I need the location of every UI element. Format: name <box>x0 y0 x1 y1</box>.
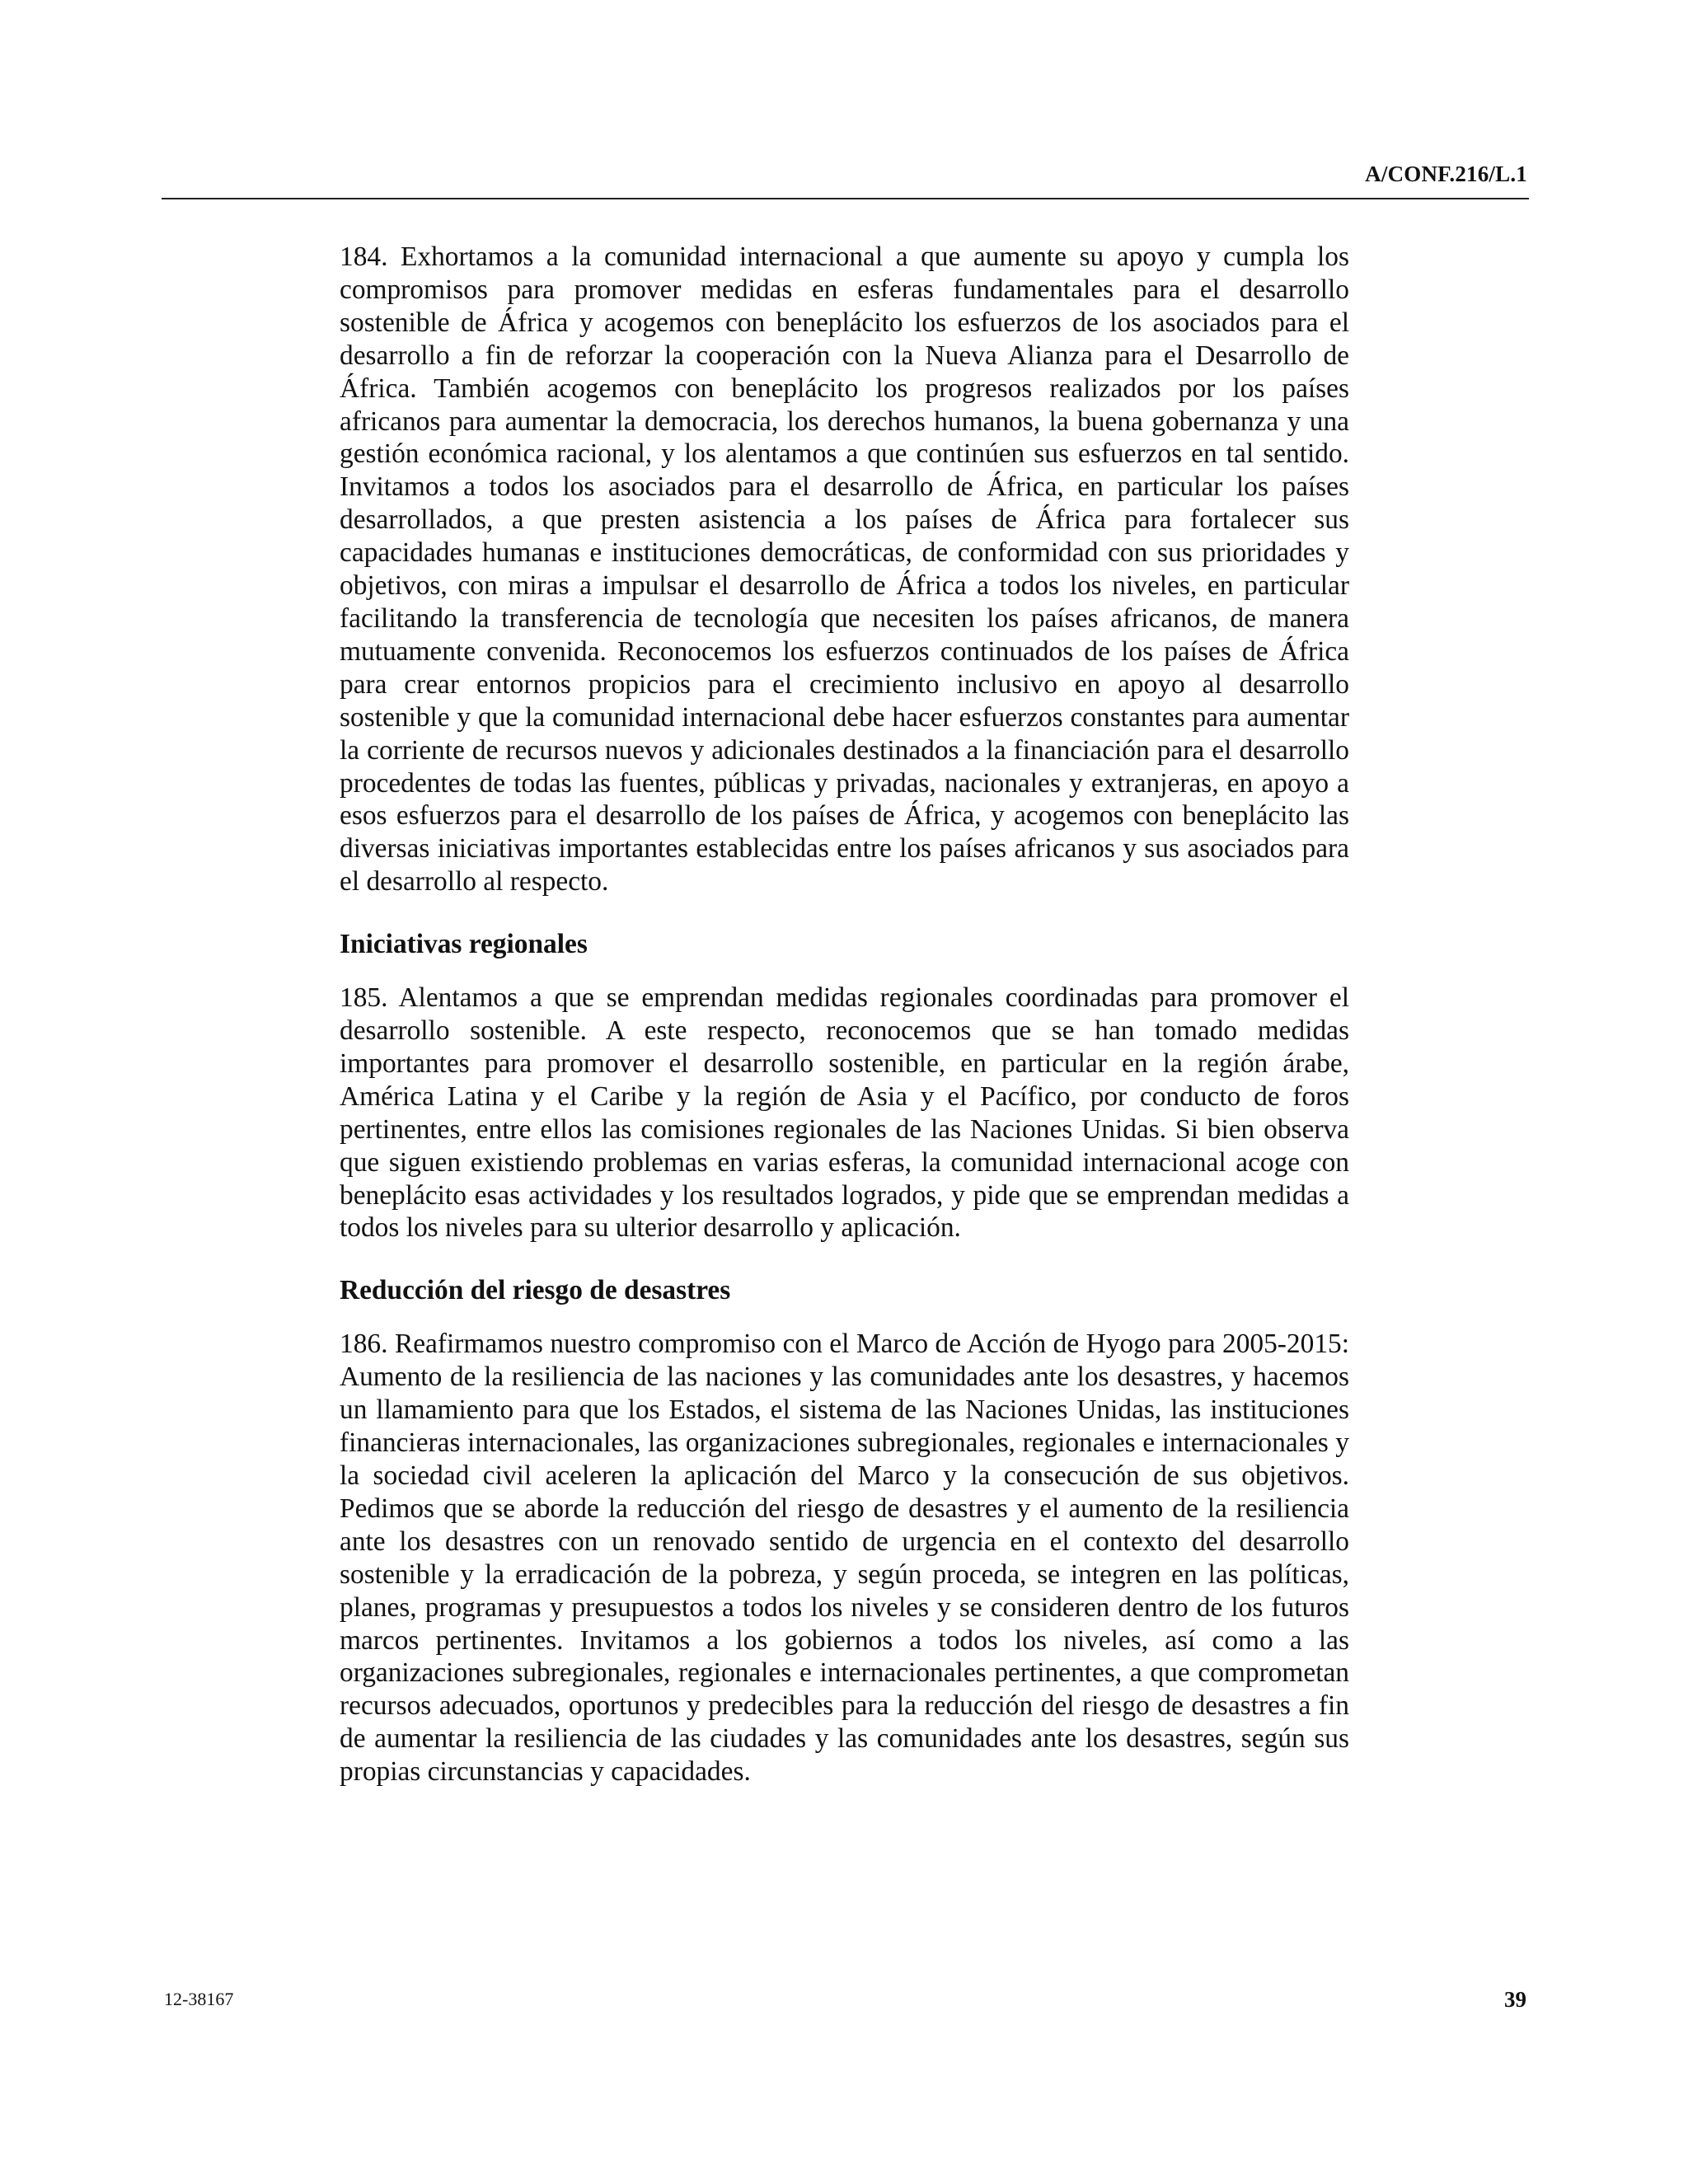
header-divider <box>162 198 1529 199</box>
section-heading-regional-initiatives: Iniciativas regionales <box>340 929 588 960</box>
paragraph-184: 184. Exhortamos a la comunidad internacional a que aumente su apoyo y cumpla los compromisos para promover medidas en esferas fundamentales para el desarrollo sostenible de África y acogemos con beneplácito los esfuerzos de los asociados para el desarrollo a fin de reforzar la cooperación con la Nueva Alianza para el Desarrollo de África. También acogemos con beneplácito los progresos realizados por los países africanos para aumentar la democracia, los derechos humanos, la buena gobernanza y una gestión económica racional, y los alentamos a que continúen sus esfuerzos en tal sentido. Invitamos a todos los asociados para el desarrollo de África, en particular los países desarrollados, a que presten asistencia a los países de África para fortalecer sus capacidades humanas e instituciones democráticas, de conformidad con sus prioridades y objetivos, con miras a impulsar el desarrollo de África a todos los niveles, en particular facilitando la transferencia de tecnología que necesiten los países africanos, de manera mutuamente convenida. Reconocemos los esfuerzos continuados de los países de África para crear entornos propicios para el crecimiento inclusivo en apoyo al desarrollo sostenible y que la comunidad internacional debe hacer esfuerzos constantes para aumentar la corriente de recursos nuevos y adicionales destinados a la financiación para el desarrollo procedentes de todas las fuentes, públicas y privadas, nacionales y extranjeras, en apoyo a esos esfuerzos para el desarrollo de los países de África, y acogemos con beneplácito las diversas iniciativas importantes establecidas entre los países africanos y sus asociados para el desarrollo al respecto. <box>340 241 1349 898</box>
document-symbol: A/CONF.216/L.1 <box>1365 162 1527 186</box>
section-heading-disaster-risk-reduction: Reducción del riesgo de desastres <box>340 1275 731 1306</box>
footer-document-code: 12-38167 <box>164 1989 234 2009</box>
document-body <box>340 241 1349 1788</box>
paragraph-186: 186. Reafirmamos nuestro compromiso con el Marco de Acción de Hyogo para 2005-2015: Aumento de la resiliencia de las naciones y las comunidades ante los desastres, y hacemos un llamamiento para que los Estados, el sistema de las Naciones Unidas, las instituciones financieras internacionales, las organizaciones subregionales, regionales e internacionales y la sociedad civil aceleren la aplicación del Marco y la consecución de sus objetivos. Pedimos que se aborde la reducción del riesgo de desastres y el aumento de la resiliencia ante los desastres con un renovado sentido de urgencia en el contexto del desarrollo sostenible y la erradicación de la pobreza, y según proceda, se integren en las políticas, planes, programas y presupuestos a todos los niveles y se consideren dentro de los futuros marcos pertinentes. Invitamos a los gobiernos a todos los niveles, así como a las organizaciones subregionales, regionales e internacionales pertinentes, a que comprometan recursos adecuados, oportunos y predecibles para la reducción del riesgo de desastres a fin de aumentar la resiliencia de las ciudades y las comunidades ante los desastres, según sus propias circunstancias y capacidades. <box>340 1329 1349 1788</box>
page-number: 39 <box>1504 1987 1526 2012</box>
paragraph-185: 185. Alentamos a que se emprendan medidas regionales coordinadas para promover el desarrollo sostenible. A este respecto, reconocemos que se han tomado medidas importantes para promover el desarrollo sostenible, en particular en la región árabe, América Latina y el Caribe y la región de Asia y el Pacífico, por conducto de foros pertinentes, entre ellos las comisiones regionales de las Naciones Unidas. Si bien observa que siguen existiendo problemas en varias esferas, la comunidad internacional acoge con beneplácito esas actividades y los resultados logrados, y pide que se emprendan medidas a todos los niveles para su ulterior desarrollo y aplicación. <box>340 982 1349 1244</box>
